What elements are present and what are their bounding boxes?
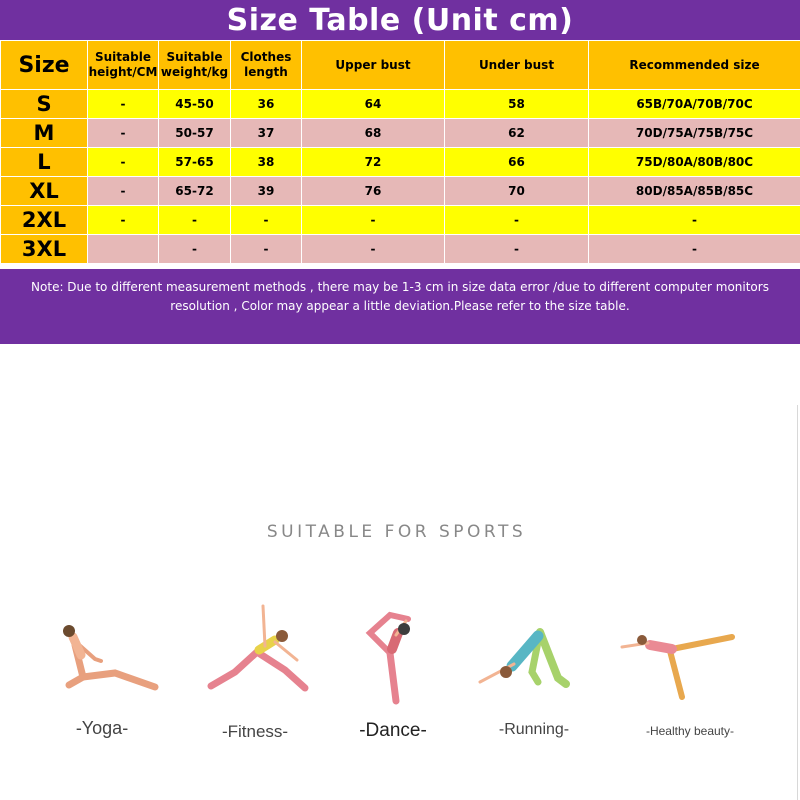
weight-cell: - (159, 206, 231, 235)
sport-label-dance: -Dance- (359, 720, 427, 741)
upper-bust-cell: 72 (302, 148, 445, 177)
sport-label-healthy-beauty: -Healthy beauty- (645, 724, 735, 738)
table-row (1, 119, 800, 148)
header-height: Suitable height/CM (88, 41, 159, 90)
table-row (1, 148, 800, 177)
height-cell: - (88, 148, 159, 177)
recommended-cell: 80D/85A/85B/85C (589, 177, 800, 206)
recommended-cell: 70D/75A/75B/75C (589, 119, 800, 148)
header-upper-bust: Upper bust (302, 41, 445, 90)
weight-cell: 65-72 (159, 177, 231, 206)
header-size: Size (1, 41, 88, 90)
size-cell: XL (1, 177, 88, 206)
yoga-pose-illustration (55, 615, 165, 695)
recommended-cell: - (589, 235, 800, 264)
upper-bust-cell: 64 (302, 90, 445, 119)
measurement-note: Note: Due to different measurement methods , there may be 1-3 cm in size data error /due to different computer monitors resolution , Color may appear a little deviation.Please refer to the size table. (0, 269, 800, 344)
divider-line (797, 405, 798, 800)
weight-cell: 45-50 (159, 90, 231, 119)
weight-cell: - (159, 235, 231, 264)
header-clothes-length: Clothes length (231, 41, 302, 90)
length-cell: 36 (231, 90, 302, 119)
height-cell: - (88, 177, 159, 206)
length-cell: - (231, 206, 302, 235)
size-table-title-bar (0, 0, 800, 40)
size-table-title: Size Table (Unit cm) (226, 2, 574, 38)
header-under-bust: Under bust (445, 41, 589, 90)
size-cell: S (1, 90, 88, 119)
length-cell: 38 (231, 148, 302, 177)
height-cell: - (88, 119, 159, 148)
recommended-cell: 75D/80A/80B/80C (589, 148, 800, 177)
size-cell: M (1, 119, 88, 148)
upper-bust-cell: 68 (302, 119, 445, 148)
header-recommended-size: Recommended size (589, 41, 800, 90)
under-bust-cell: - (445, 206, 589, 235)
height-cell (88, 235, 159, 264)
weight-cell: 50-57 (159, 119, 231, 148)
sport-label-yoga: -Yoga- (75, 718, 129, 738)
sport-label-fitness: -Fitness- (221, 722, 289, 741)
upper-bust-cell: - (302, 235, 445, 264)
healthy-beauty-pose-illustration (620, 625, 740, 700)
sports-heading: SUITABLE FOR SPORTS (266, 522, 527, 542)
table-row (1, 206, 800, 235)
under-bust-cell: 58 (445, 90, 589, 119)
table-header-row (1, 41, 800, 90)
recommended-cell: - (589, 206, 800, 235)
running-pose-illustration (470, 620, 580, 695)
length-cell: 37 (231, 119, 302, 148)
under-bust-cell: 66 (445, 148, 589, 177)
under-bust-cell: - (445, 235, 589, 264)
table-row (1, 177, 800, 206)
table-row (1, 90, 800, 119)
upper-bust-cell: 76 (302, 177, 445, 206)
recommended-cell: 65B/70A/70B/70C (589, 90, 800, 119)
upper-bust-cell: - (302, 206, 445, 235)
size-cell: L (1, 148, 88, 177)
length-cell: 39 (231, 177, 302, 206)
under-bust-cell: 62 (445, 119, 589, 148)
weight-cell: 57-65 (159, 148, 231, 177)
fitness-pose-illustration (205, 600, 315, 695)
size-cell: 2XL (1, 206, 88, 235)
sport-label-running: -Running- (498, 721, 570, 738)
header-weight: Suitable weight/kg (159, 41, 231, 90)
length-cell: - (231, 235, 302, 264)
height-cell: - (88, 206, 159, 235)
under-bust-cell: 70 (445, 177, 589, 206)
height-cell: - (88, 90, 159, 119)
table-row (1, 235, 800, 264)
size-cell: 3XL (1, 235, 88, 264)
size-table (0, 40, 800, 264)
dance-pose-illustration (360, 605, 430, 705)
